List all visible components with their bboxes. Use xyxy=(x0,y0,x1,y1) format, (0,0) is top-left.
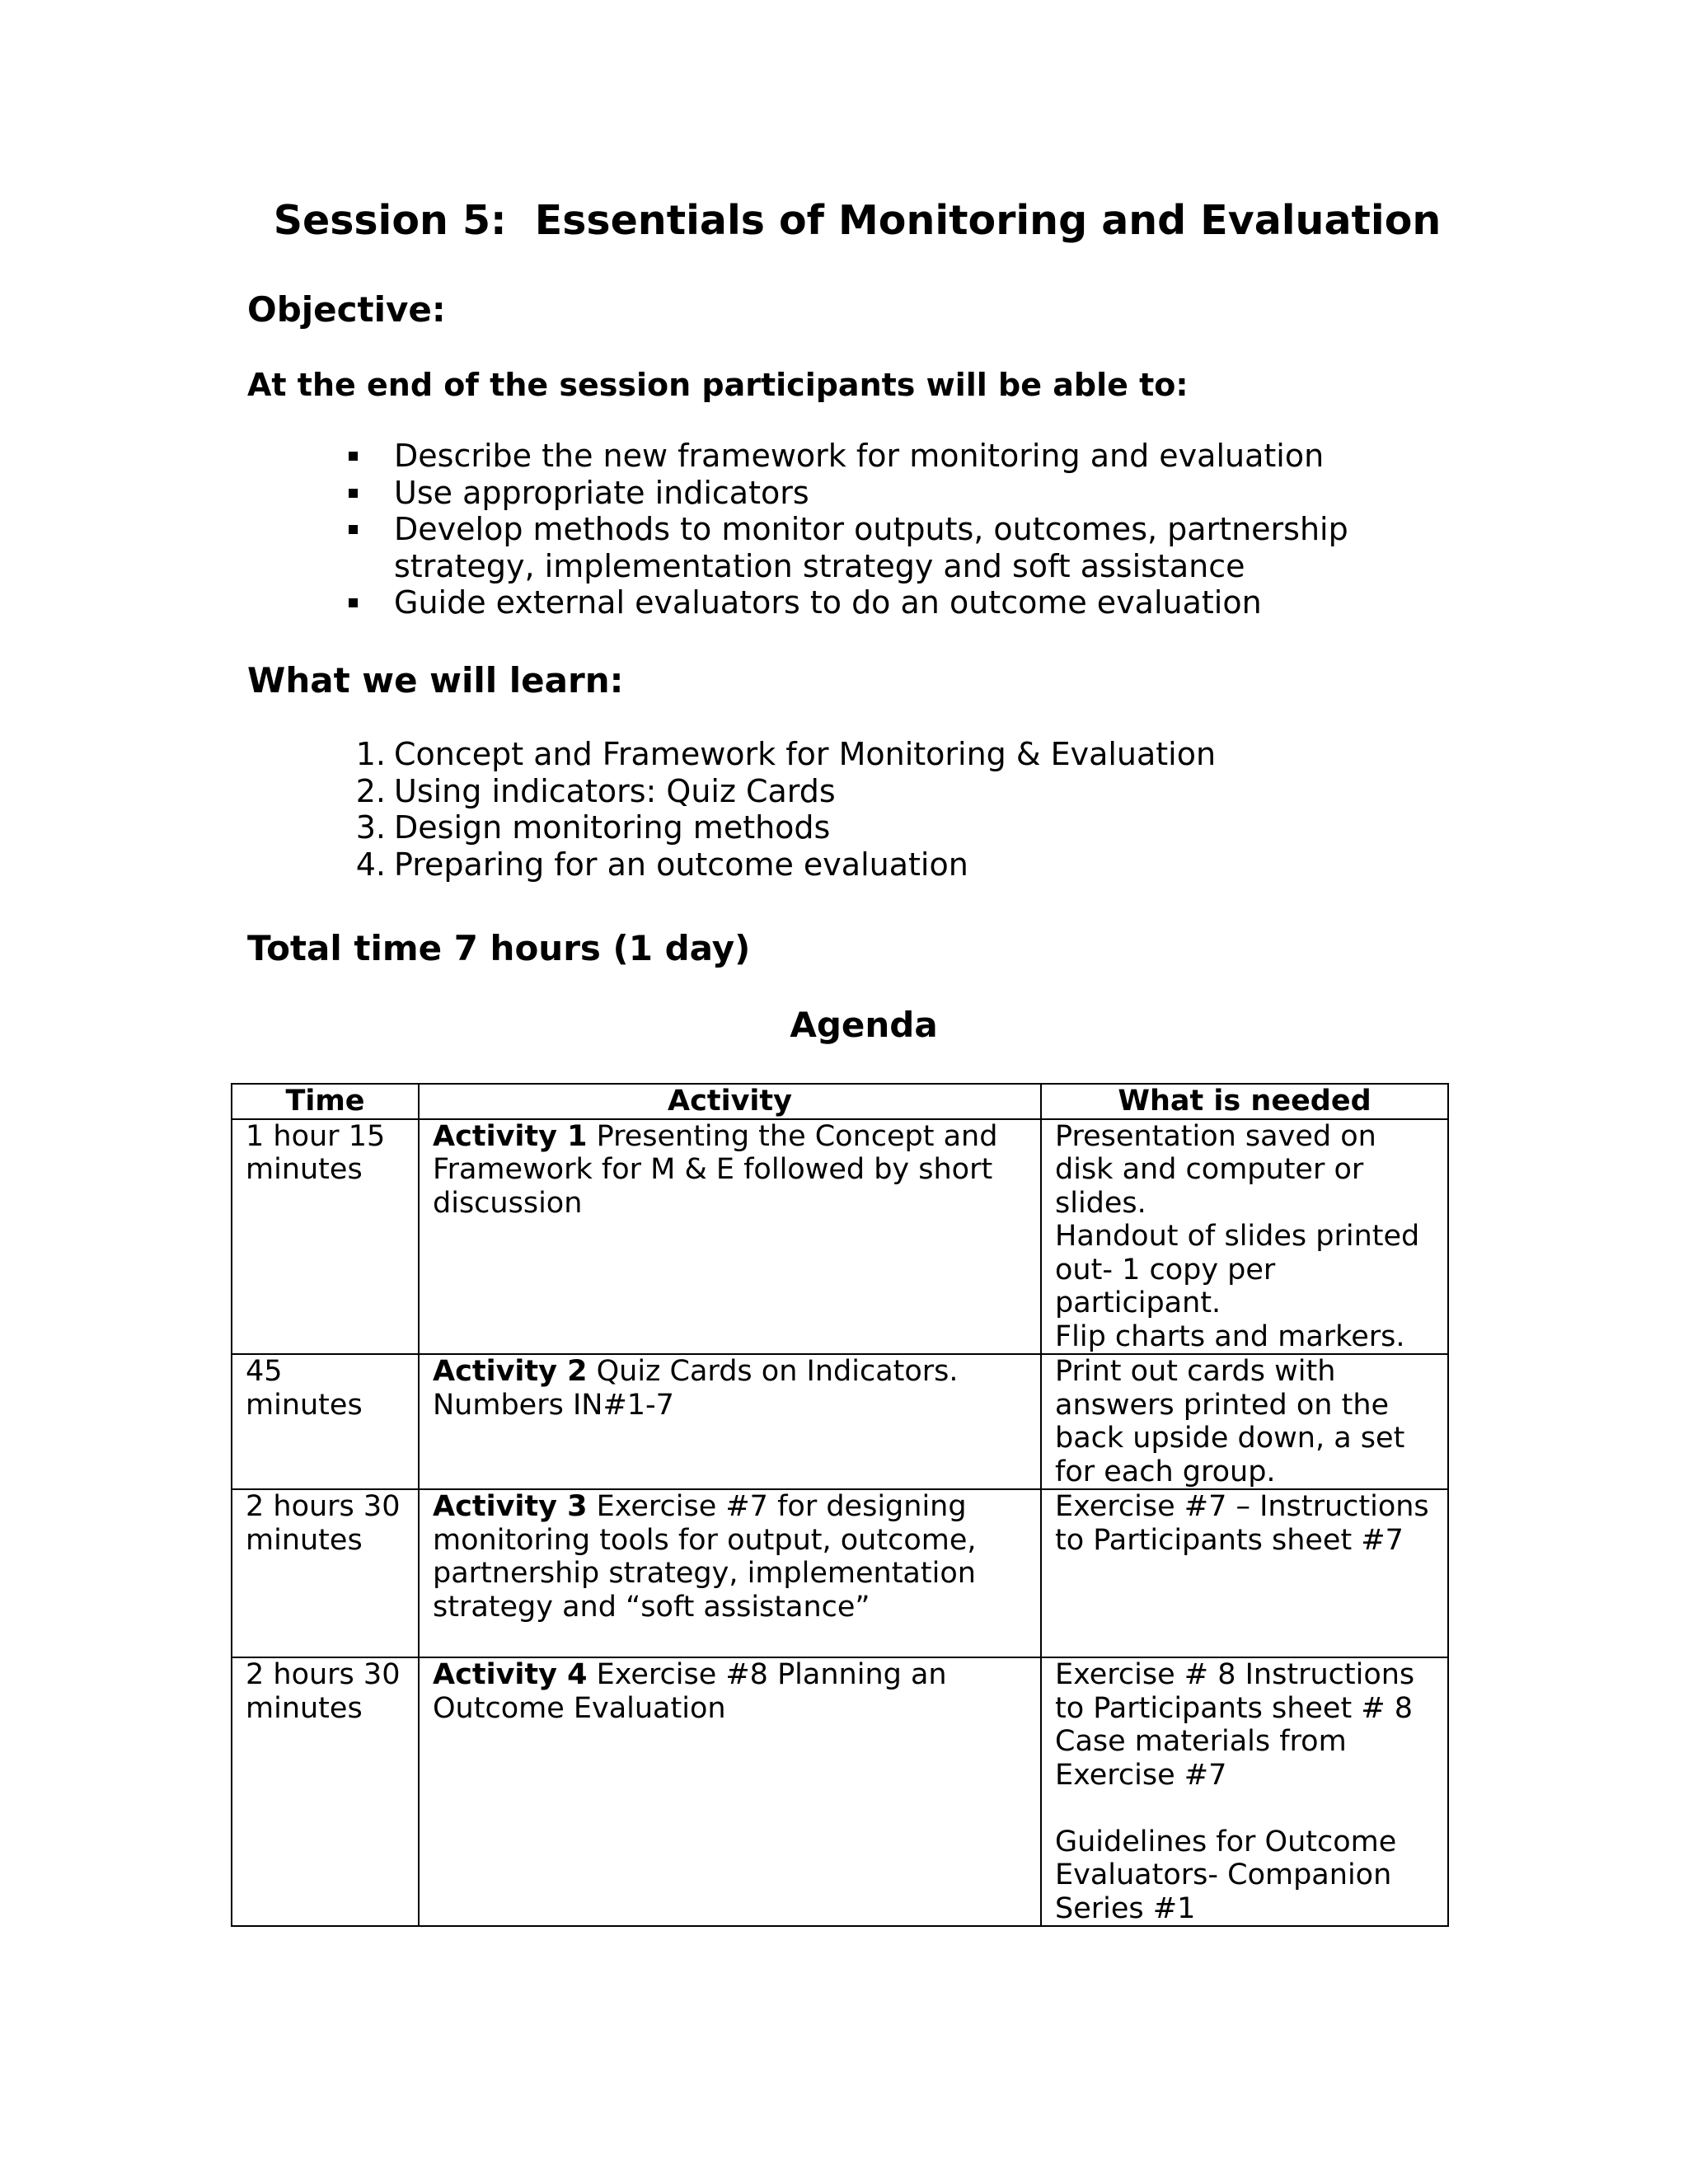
needed-line: Exercise #7 – Instructions to Participants sheet #7 xyxy=(1055,1490,1438,1557)
learn-item-number: 1. xyxy=(355,736,386,772)
square-bullet-icon xyxy=(349,525,358,534)
needed-cell xyxy=(1041,1119,1448,1355)
table-row xyxy=(232,1657,1448,1926)
objective-heading: Objective: xyxy=(247,289,446,330)
learn-item-text: Design monitoring methods xyxy=(394,809,831,846)
needed-line: Print out cards with answers printed on the back upside down, a set for each group. xyxy=(1055,1355,1414,1488)
activity-label: Activity 1 xyxy=(433,1119,588,1153)
time-cell: 1 hour 15 minutes xyxy=(232,1119,419,1355)
objective-item-text: Use appropriate indicators xyxy=(394,474,809,511)
activity-cell xyxy=(419,1489,1041,1657)
learn-item xyxy=(355,736,1465,773)
activity-cell xyxy=(419,1657,1041,1926)
activity-label: Activity 2 xyxy=(433,1355,588,1388)
learn-item-text: Using indicators: Quiz Cards xyxy=(394,772,836,809)
learn-item xyxy=(355,772,1465,810)
table-row xyxy=(232,1119,1448,1355)
objective-item-text: Develop methods to monitor outputs, outcomes, partnership strategy, implementation strategy and soft assistance xyxy=(394,511,1348,584)
objective-item xyxy=(394,438,1350,475)
learn-item-number: 3. xyxy=(355,809,386,846)
needed-line: Exercise # 8 Instructions to Participants sheet # 8 xyxy=(1055,1658,1424,1725)
needed-line: Presentation saved on disk and computer or slides. xyxy=(1055,1119,1386,1220)
agenda-header-row xyxy=(232,1084,1448,1119)
time-cell: 45 minutes xyxy=(232,1354,419,1489)
learn-heading: What we will learn: xyxy=(247,660,624,701)
activity-text: Presenting the Concept and Framework for M & E followed by short discussion xyxy=(433,1119,998,1220)
page-title: Session 5: Essentials of Monitoring and Evaluation xyxy=(273,197,1442,244)
time-cell: 2 hours 30 minutes xyxy=(232,1657,419,1926)
objective-item-text: Describe the new framework for monitoring and evaluation xyxy=(394,438,1325,474)
objective-item xyxy=(394,511,1350,584)
column-header-activity: Activity xyxy=(419,1084,1041,1119)
activity-text: Exercise #7 for designing monitoring tools for output, outcome, partnership strategy, implementation strategy and “soft assistance” xyxy=(433,1490,977,1624)
needed-line: Guidelines for Outcome Evaluators- Companion Series #1 xyxy=(1055,1825,1406,1925)
activity-label: Activity 3 xyxy=(433,1490,588,1523)
learn-list xyxy=(355,736,1465,883)
table-row xyxy=(232,1489,1448,1657)
table-row xyxy=(232,1354,1448,1489)
needed-cell xyxy=(1041,1657,1448,1926)
needed-line: Handout of slides printed out- 1 copy per participant. xyxy=(1055,1220,1429,1319)
objective-list xyxy=(394,438,1350,621)
needed-cell xyxy=(1041,1354,1448,1489)
objective-item xyxy=(394,475,1350,512)
activity-cell xyxy=(419,1354,1041,1489)
time-cell: 2 hours 30 minutes xyxy=(232,1489,419,1657)
learn-item-number: 4. xyxy=(355,846,386,883)
total-time: Total time 7 hours (1 day) xyxy=(247,928,751,968)
square-bullet-icon xyxy=(349,452,358,461)
objective-item xyxy=(394,584,1350,621)
learn-item xyxy=(355,809,1465,846)
learn-item-number: 2. xyxy=(355,772,386,809)
activity-cell xyxy=(419,1119,1041,1355)
agenda-title: Agenda xyxy=(790,1005,938,1045)
needed-line xyxy=(1055,1792,1434,1825)
needed-line: Flip charts and markers. xyxy=(1055,1319,1405,1353)
activity-text: Quiz Cards on Indicators. Numbers IN#1-7 xyxy=(433,1355,959,1422)
objective-intro: At the end of the session participants will be able to: xyxy=(247,367,1189,403)
column-header-needed: What is needed xyxy=(1041,1084,1448,1119)
activity-label: Activity 4 xyxy=(433,1658,588,1691)
square-bullet-icon xyxy=(349,598,358,607)
agenda-table xyxy=(231,1083,1449,1927)
learn-item xyxy=(355,846,1465,883)
learn-item-text: Concept and Framework for Monitoring & Evaluation xyxy=(394,736,1217,772)
needed-cell xyxy=(1041,1489,1448,1657)
objective-item-text: Guide external evaluators to do an outcome evaluation xyxy=(394,584,1262,621)
learn-item-text: Preparing for an outcome evaluation xyxy=(394,846,968,883)
column-header-time: Time xyxy=(232,1084,419,1119)
square-bullet-icon xyxy=(349,489,358,498)
needed-line: Case materials from Exercise #7 xyxy=(1055,1725,1356,1792)
activity-text: Exercise #8 Planning an Outcome Evaluation xyxy=(433,1658,947,1725)
